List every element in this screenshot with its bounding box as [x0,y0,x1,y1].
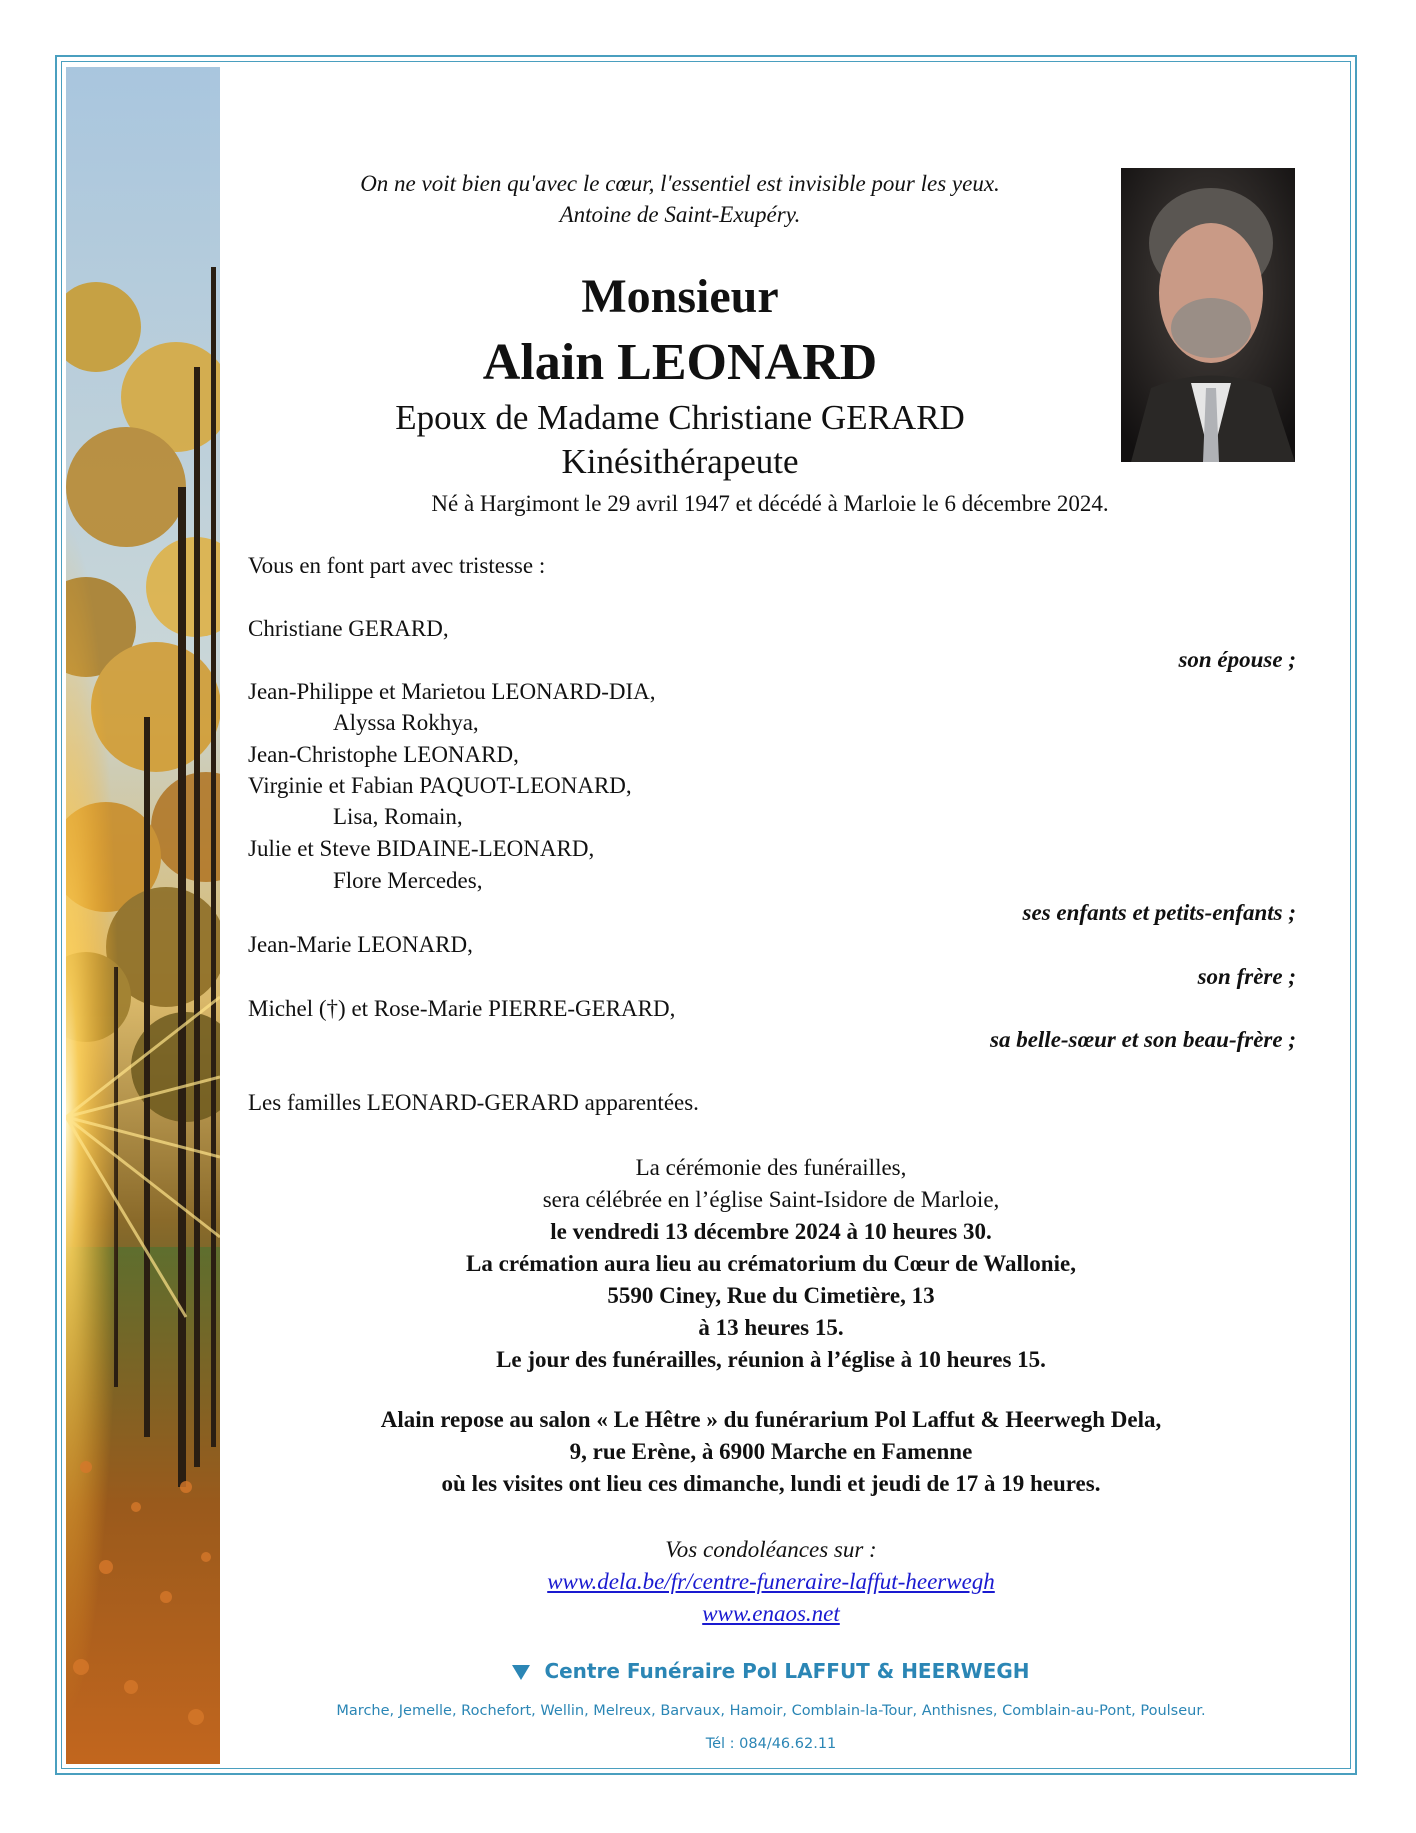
epigraph-quote [250,168,1110,230]
family-child-2: Jean-Christophe LEONARD, [248,742,519,767]
visitation-line-1: Alain repose au salon « Le Hêtre » du funérarium Pol Laffut & Heerwegh Dela, [380,1407,1162,1432]
visitation-line-2: 9, rue Erène, à 6900 Marche en Famenne [569,1439,973,1464]
family-spouse: Christiane GERARD, [248,616,449,641]
funeral-home-name [248,1659,1294,1683]
announcement-intro: Vous en font part avec tristesse : [248,553,546,578]
birth-death-line: Né à Hargimont le 29 avril 1947 et décédé à Marloie le 6 décembre 2024. [431,491,1109,516]
family-child-1: Jean-Philippe et Marietou LEONARD-DIA, [248,679,656,704]
triangle-down-icon [512,1665,530,1680]
family-child-4: Julie et Steve BIDAINE-LEONARD, [248,836,595,861]
role-spouse: son épouse ; [1178,647,1296,672]
dela-link[interactable]: www.dela.be/fr/centre-funeraire-laffut-heerwegh [547,1569,995,1594]
funeral-home-phone: Tél : 084/46.62.11 [705,1736,837,1752]
cremation-address: 5590 Ciney, Rue du Cimetière, 13 [607,1283,935,1308]
related-families: Les familles LEONARD-GERARD apparentées. [248,1090,699,1115]
meeting-info: Le jour des funérailles, réunion à l’église à 10 heures 15. [496,1347,1046,1372]
role-inlaws: sa belle-sœur et son beau-frère ; [990,1027,1296,1052]
family-inlaws: Michel (†) et Rose-Marie PIERRE-GERARD, [248,996,676,1021]
quote-text: On ne voit bien qu'avec le cœur, l'essentiel est invisible pour les yeux. [360,171,1000,196]
family-brother: Jean-Marie LEONARD, [248,932,473,957]
funeral-home-towns: Marche, Jemelle, Rochefort, Wellin, Melreux, Barvaux, Hamoir, Comblain-la-Tour, Anthisnes, Comblain-au-Pont, Poulseur. [336,1703,1206,1719]
spouse-line: Epoux de Madame Christiane GERARD [395,398,965,437]
role-children: ses enfants et petits-enfants ; [1022,900,1296,925]
funeral-home-label: Centre Funéraire Pol LAFFUT & HEERWEGH [544,1659,1030,1683]
family-child-3: Virginie et Fabian PAQUOT-LEONARD, [248,773,632,798]
quote-author: Antoine de Saint-Exupéry. [559,202,801,227]
deceased-name: Alain LEONARD [482,334,878,391]
family-grandchild-3: Flore Mercedes, [333,868,483,893]
visitation-line-3: où les visites ont lieu ces dimanche, lundi et jeudi de 17 à 19 heures. [441,1471,1101,1496]
ceremony-line-2: sera célébrée en l’église Saint-Isidore de Marloie, [542,1187,1000,1212]
condolences-section [248,1534,1294,1630]
enaos-link[interactable]: www.enaos.net [702,1601,840,1626]
family-grandchild-2: Lisa, Romain, [333,804,463,829]
family-grandchild-1: Alyssa Rokhya, [333,710,479,735]
cremation-place: La crémation aura lieu au crématorium du Cœur de Wallonie, [466,1251,1076,1276]
ceremony-info [248,1152,1294,1376]
profession: Kinésithérapeute [561,442,799,481]
cremation-time: à 13 heures 15. [698,1315,844,1340]
portrait-photo [1121,168,1295,462]
ceremony-date: le vendredi 13 décembre 2024 à 10 heures 30. [550,1219,992,1244]
civility-title: Monsieur [581,270,779,323]
condolences-label: Vos condoléances sur : [665,1537,877,1562]
visitation-info [248,1404,1294,1500]
autumn-forest-image [66,67,220,1764]
role-brother: son frère ; [1197,964,1296,989]
ceremony-line-1: La cérémonie des funérailles, [635,1155,907,1180]
